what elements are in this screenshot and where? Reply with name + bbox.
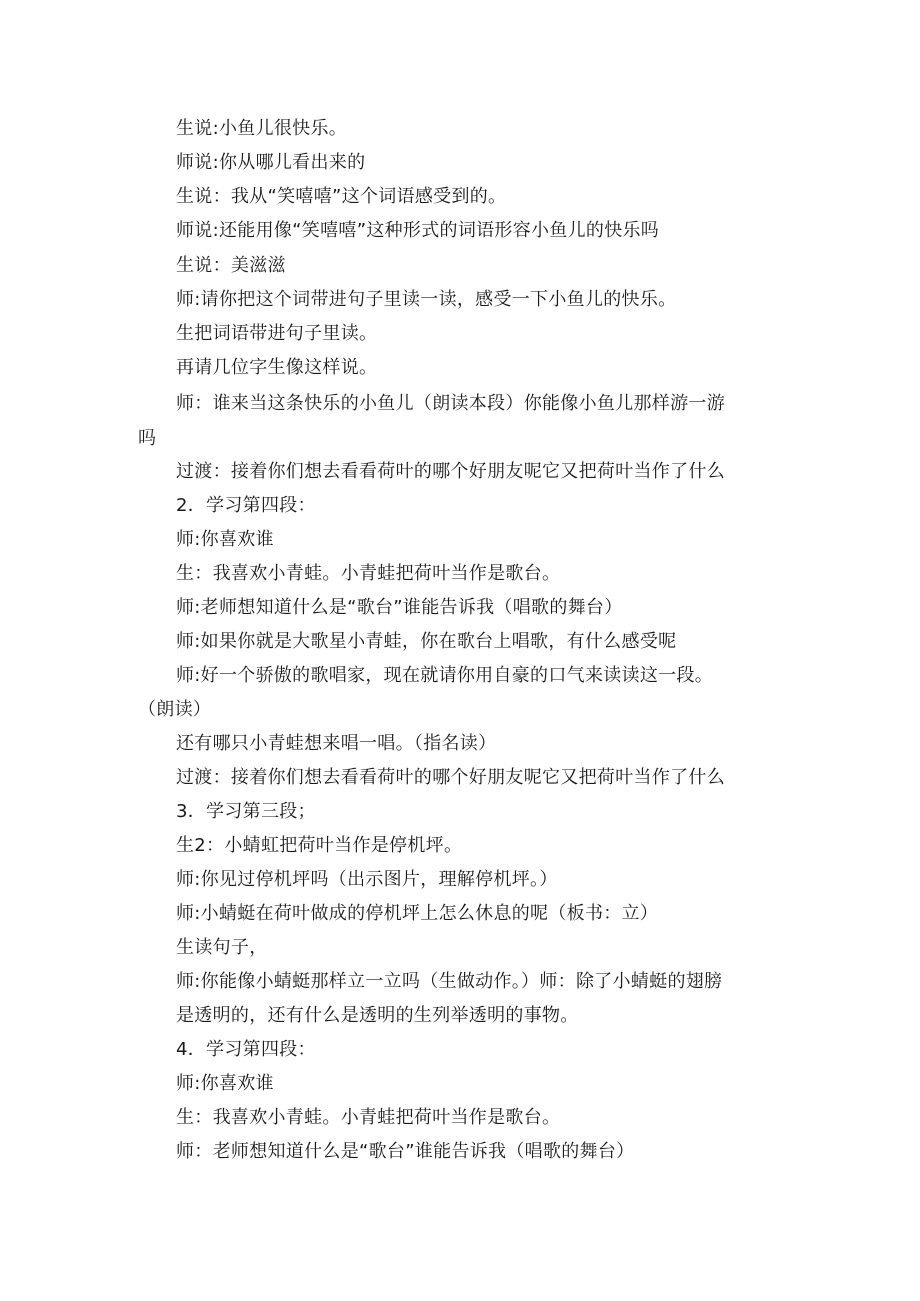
text-line: 生2：小蜻虹把荷叶当作是停机坪。 [176,835,463,856]
text-line: 生：我喜欢小青蛙。小青蛙把荷叶当作是歌台。 [176,1107,561,1128]
text-line: （朗读） [138,699,212,720]
text-line: 生说:小鱼儿很快乐。 [176,118,348,139]
text-line: 过渡：接着你们想去看看荷叶的哪个好朋友呢它又把荷叶当作了什么 [176,461,725,482]
text-line: 师:你喜欢谁 [176,529,274,550]
text-line: 师：老师想知道什么是“歌台”谁能告诉我（唱歌的舞台） [176,1141,635,1162]
text-line: 师说:你从哪儿看出来的 [176,152,366,173]
text-line: 师:你能像小蜻蜓那样立一立吗（生做动作。）师：除了小蜻蜓的翅膀 [176,971,723,992]
section-heading: 4．学习第四段： [176,1039,316,1060]
text-line: 师:请你把这个词带进句子里读一读，感受一下小鱼儿的快乐。 [176,289,677,310]
text-line: 生说：美滋滋 [176,255,286,276]
section-heading: 3．学习第三段； [176,801,316,822]
text-line: 师:你喜欢谁 [176,1073,274,1094]
text-line: 师:你见过停机坪吗（出示图片，理解停机坪。） [176,869,558,890]
text-line: 生把词语带进句子里读。 [176,323,378,344]
text-line: 吗 [138,428,157,449]
text-line: 生：我喜欢小青蛙。小青蛙把荷叶当作是歌台。 [176,563,561,584]
section-heading: 2．学习第四段： [176,495,316,516]
text-line: 生说：我从“笑嘻嘻”这个词语感受到的。 [176,186,507,207]
text-line: 再请几位字生像这样说。 [176,357,378,378]
text-line: 师:小蜻蜓在荷叶做成的停机坪上怎么休息的呢（板书：立） [176,903,659,924]
text-line: 师:老师想知道什么是“歌台”谁能告诉我（唱歌的舞台） [176,597,623,618]
text-line: 生读句子， [176,937,268,958]
text-line: 还有哪只小青蛙想来唱一唱。（指名读） [176,733,497,754]
text-line: 师:如果你就是大歌星小青蛙，你在歌台上唱歌，有什么感受呢 [176,631,677,652]
text-line: 师:好一个骄傲的歌唱家，现在就请你用自豪的口气来读读这一段。 [176,665,714,686]
text-line: 师：谁来当这条快乐的小鱼儿（朗读本段）你能像小鱼儿那样游一游 [176,393,725,414]
text-line: 师说:还能用像“笑嘻嘻”这种形式的词语形容小鱼儿的快乐吗 [176,220,660,241]
text-line: 是透明的，还有什么是透明的生列举透明的事物。 [176,1005,579,1026]
text-line: 过渡：接着你们想去看看荷叶的哪个好朋友呢它又把荷叶当作了什么 [176,767,725,788]
